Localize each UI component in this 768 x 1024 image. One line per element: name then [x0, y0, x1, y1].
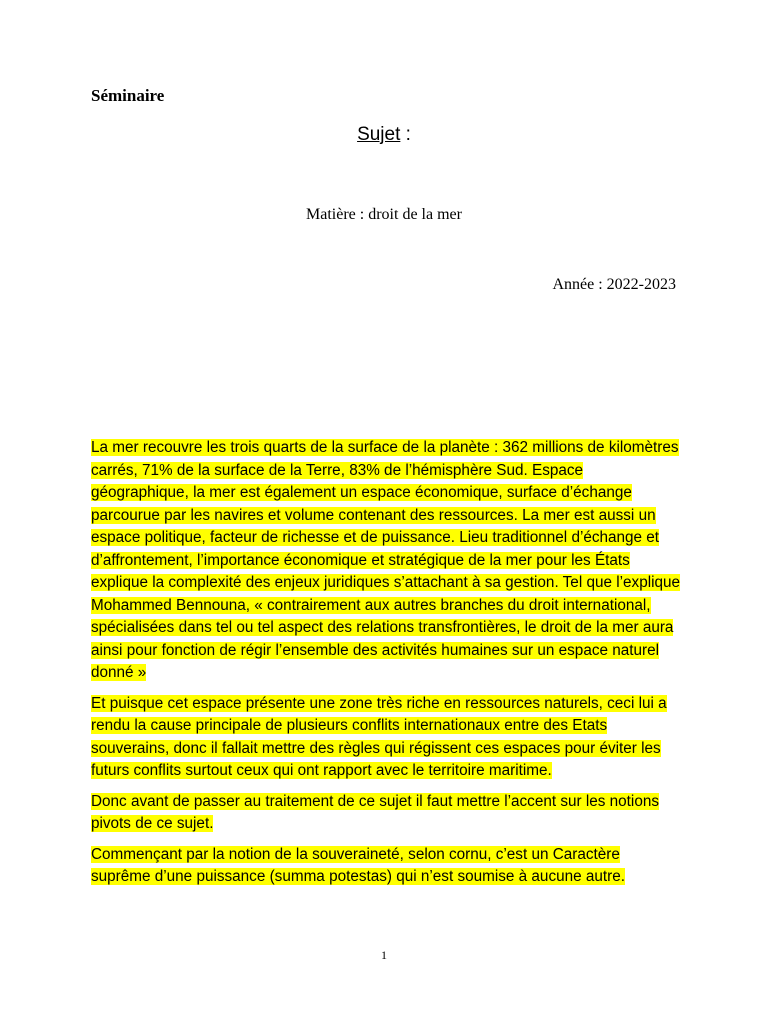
- highlighted-text: La mer recouvre les trois quarts de la surface de la planète : 362 millions de kilomètres carrés, 71% de la surface de la Terre, 83% de l’hémisphère Sud. Espace géographique, la mer est également un espace économique, surface d’échange parcourue par les navires et volume contenant des ressources. La mer est aussi un espace politique, facteur de richesse et de puissance. Lieu traditionnel d’échange et d’affrontement, l’importance économique et stratégique de la mer pour les États explique la complexité des enjeux juridiques s’attachant à sa gestion. Tel que l’explique Mohammed Bennouna, « contrairement aux autres branches du droit international, spécialisées dans tel ou tel aspect des relations transfrontières, le droit de la mer aura ainsi pour fonction de régir l’ensemble des activités humaines sur un espace naturel donné »: [91, 439, 681, 681]
- highlighted-text: Commençant par la notion de la souveraineté, selon cornu, c’est un Caractère suprême d’une puissance (summa potestas) qui n’est soumise à aucune autre.: [91, 845, 625, 885]
- subject-matter: Matière : droit de la mer: [306, 206, 462, 223]
- document-body: [91, 437, 681, 897]
- subject-colon: :: [400, 124, 411, 145]
- highlighted-text: Et puisque cet espace présente une zone très riche en ressources naturels, ceci lui a rendu la cause principale de plusieurs conflits internationaux entre des Etats souverains, donc il fallait mettre des règles qui régissent ces espaces pour éviter les futurs conflits surtout ceux qui ont rapport avec le territoire maritime.: [91, 694, 667, 779]
- subject-label: Sujet: [357, 124, 401, 145]
- paragraph: [91, 791, 681, 836]
- document-heading: Séminaire: [91, 86, 165, 105]
- highlighted-text: Donc avant de passer au traitement de ce sujet il faut mettre l’accent sur les notions pivots de ce sujet.: [91, 792, 659, 832]
- academic-year: Année : 2022-2023: [552, 276, 676, 293]
- subject-title: [0, 124, 768, 146]
- paragraph: [91, 437, 681, 685]
- page-number: 1: [381, 948, 387, 962]
- paragraph: [91, 844, 681, 889]
- paragraph: [91, 693, 681, 783]
